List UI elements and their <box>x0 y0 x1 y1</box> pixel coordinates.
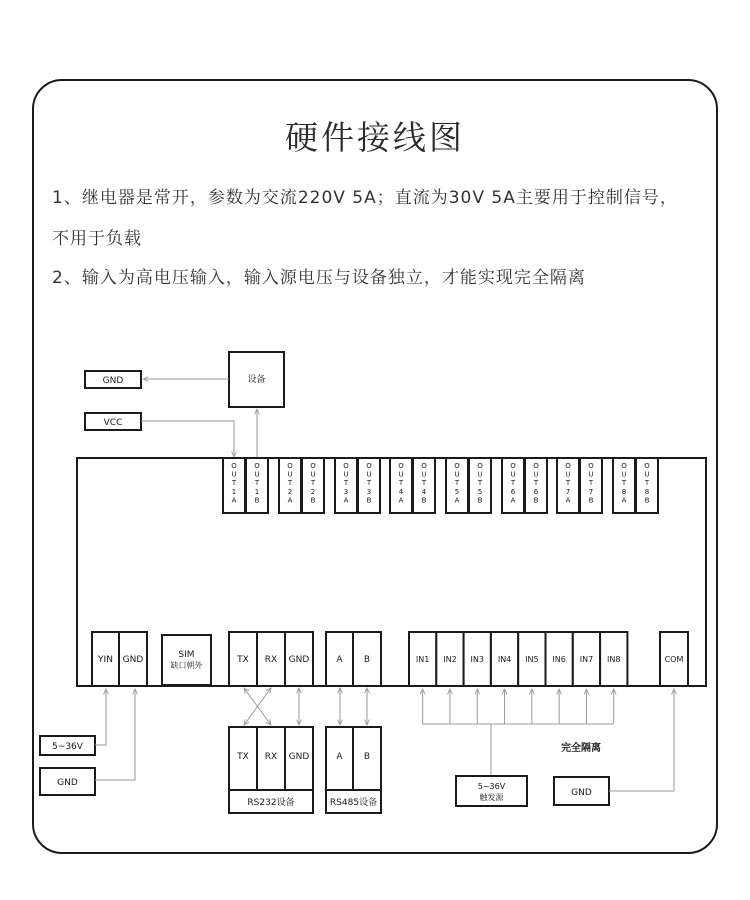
rs232-gnd: GND <box>288 752 310 762</box>
rs232-label: RS232设备 <box>247 798 295 808</box>
out-terminal-label: O U T 2 B <box>310 462 316 505</box>
rs485-a: A <box>336 752 343 762</box>
wire-vcc-out1a <box>141 421 234 457</box>
out-terminal-label: O U T 3 B <box>366 462 372 505</box>
sim-slot <box>162 635 211 685</box>
wire-gnd-power <box>95 689 135 780</box>
com-terminal <box>660 632 688 686</box>
top-gnd-label: GND <box>102 376 124 386</box>
ext-gnd-left-label: GND <box>57 778 78 788</box>
ext-supply-label: 5~36V <box>52 742 83 752</box>
sim-label: SIM <box>178 650 195 660</box>
terminal-yin: YIN <box>98 655 113 665</box>
out-terminal-label: O U T 4 A <box>398 462 404 505</box>
device-label: 设备 <box>247 375 266 385</box>
terminal-in-label: IN7 <box>579 655 594 664</box>
rs485-label: RS485设备 <box>329 798 378 808</box>
isolation-label: 完全隔离 <box>561 743 601 754</box>
out-terminal-label: O U T 7 B <box>588 462 594 505</box>
input-wires <box>423 689 614 724</box>
out-terminal-label: O U T 6 A <box>510 462 516 505</box>
terminal-rx: RX <box>264 655 278 665</box>
ext-gnd-right-label: GND <box>571 788 592 798</box>
out-terminal-label: O U T 7 A <box>565 462 571 505</box>
terminal-in-label: IN1 <box>415 655 430 664</box>
out-terminal-label: O U T 8 A <box>621 462 627 505</box>
power-terminals <box>92 632 147 686</box>
terminal-in-label: IN6 <box>552 655 566 664</box>
rs232-rx: RX <box>264 752 278 762</box>
out-terminal-label: O U T 1 A <box>231 462 237 505</box>
terminal-in-label: IN3 <box>470 655 484 664</box>
terminal-com: COM <box>664 655 684 664</box>
terminal-gnd-232: GND <box>288 655 310 665</box>
page-title: 硬件接线图 <box>285 118 465 157</box>
output-terminals <box>223 458 658 513</box>
rs232-tx: TX <box>237 752 249 762</box>
out-terminal-label: O U T 5 B <box>477 462 483 505</box>
terminal-a: A <box>336 655 343 665</box>
out-terminal-label: O U T 6 B <box>533 462 539 505</box>
out-terminal-label: O U T 5 A <box>454 462 460 505</box>
sim-note: 缺口朝外 <box>170 661 203 670</box>
top-vcc-label: VCC <box>103 418 123 428</box>
note-line-1: 1、继电器是常开，参数为交流220V 5A；直流为30V 5A主要用于控制信号， <box>52 188 678 208</box>
terminal-gnd-power: GND <box>122 655 144 665</box>
rs485-terminals <box>326 632 381 686</box>
terminal-tx: TX <box>237 655 249 665</box>
note-line-3: 2、输入为高电压输入，输入源电压与设备独立，才能实现完全隔离 <box>52 268 586 288</box>
terminal-in-label: IN8 <box>607 655 621 664</box>
terminal-b: B <box>363 655 371 665</box>
terminal-in-label: IN2 <box>443 655 457 664</box>
terminal-in-label: IN5 <box>525 655 539 664</box>
out-terminal-label: O U T 3 A <box>343 462 349 505</box>
out-terminal-label: O U T 4 B <box>421 462 427 505</box>
out-terminal-label: O U T 1 B <box>254 462 260 505</box>
out-terminal-label: O U T 2 A <box>287 462 293 505</box>
trigger-voltage: 5~36V <box>477 782 506 791</box>
wire-gnd-com <box>609 689 674 791</box>
rs485-b: B <box>363 752 371 762</box>
note-line-2: 不用于负载 <box>52 229 142 249</box>
trigger-label: 触发源 <box>479 793 504 802</box>
out-terminal-label: O U T 8 B <box>644 462 650 505</box>
terminal-in-label: IN4 <box>497 655 512 664</box>
wire-supply-yin <box>95 689 106 745</box>
input-terminals <box>409 632 627 686</box>
rs232-terminals <box>229 632 313 686</box>
